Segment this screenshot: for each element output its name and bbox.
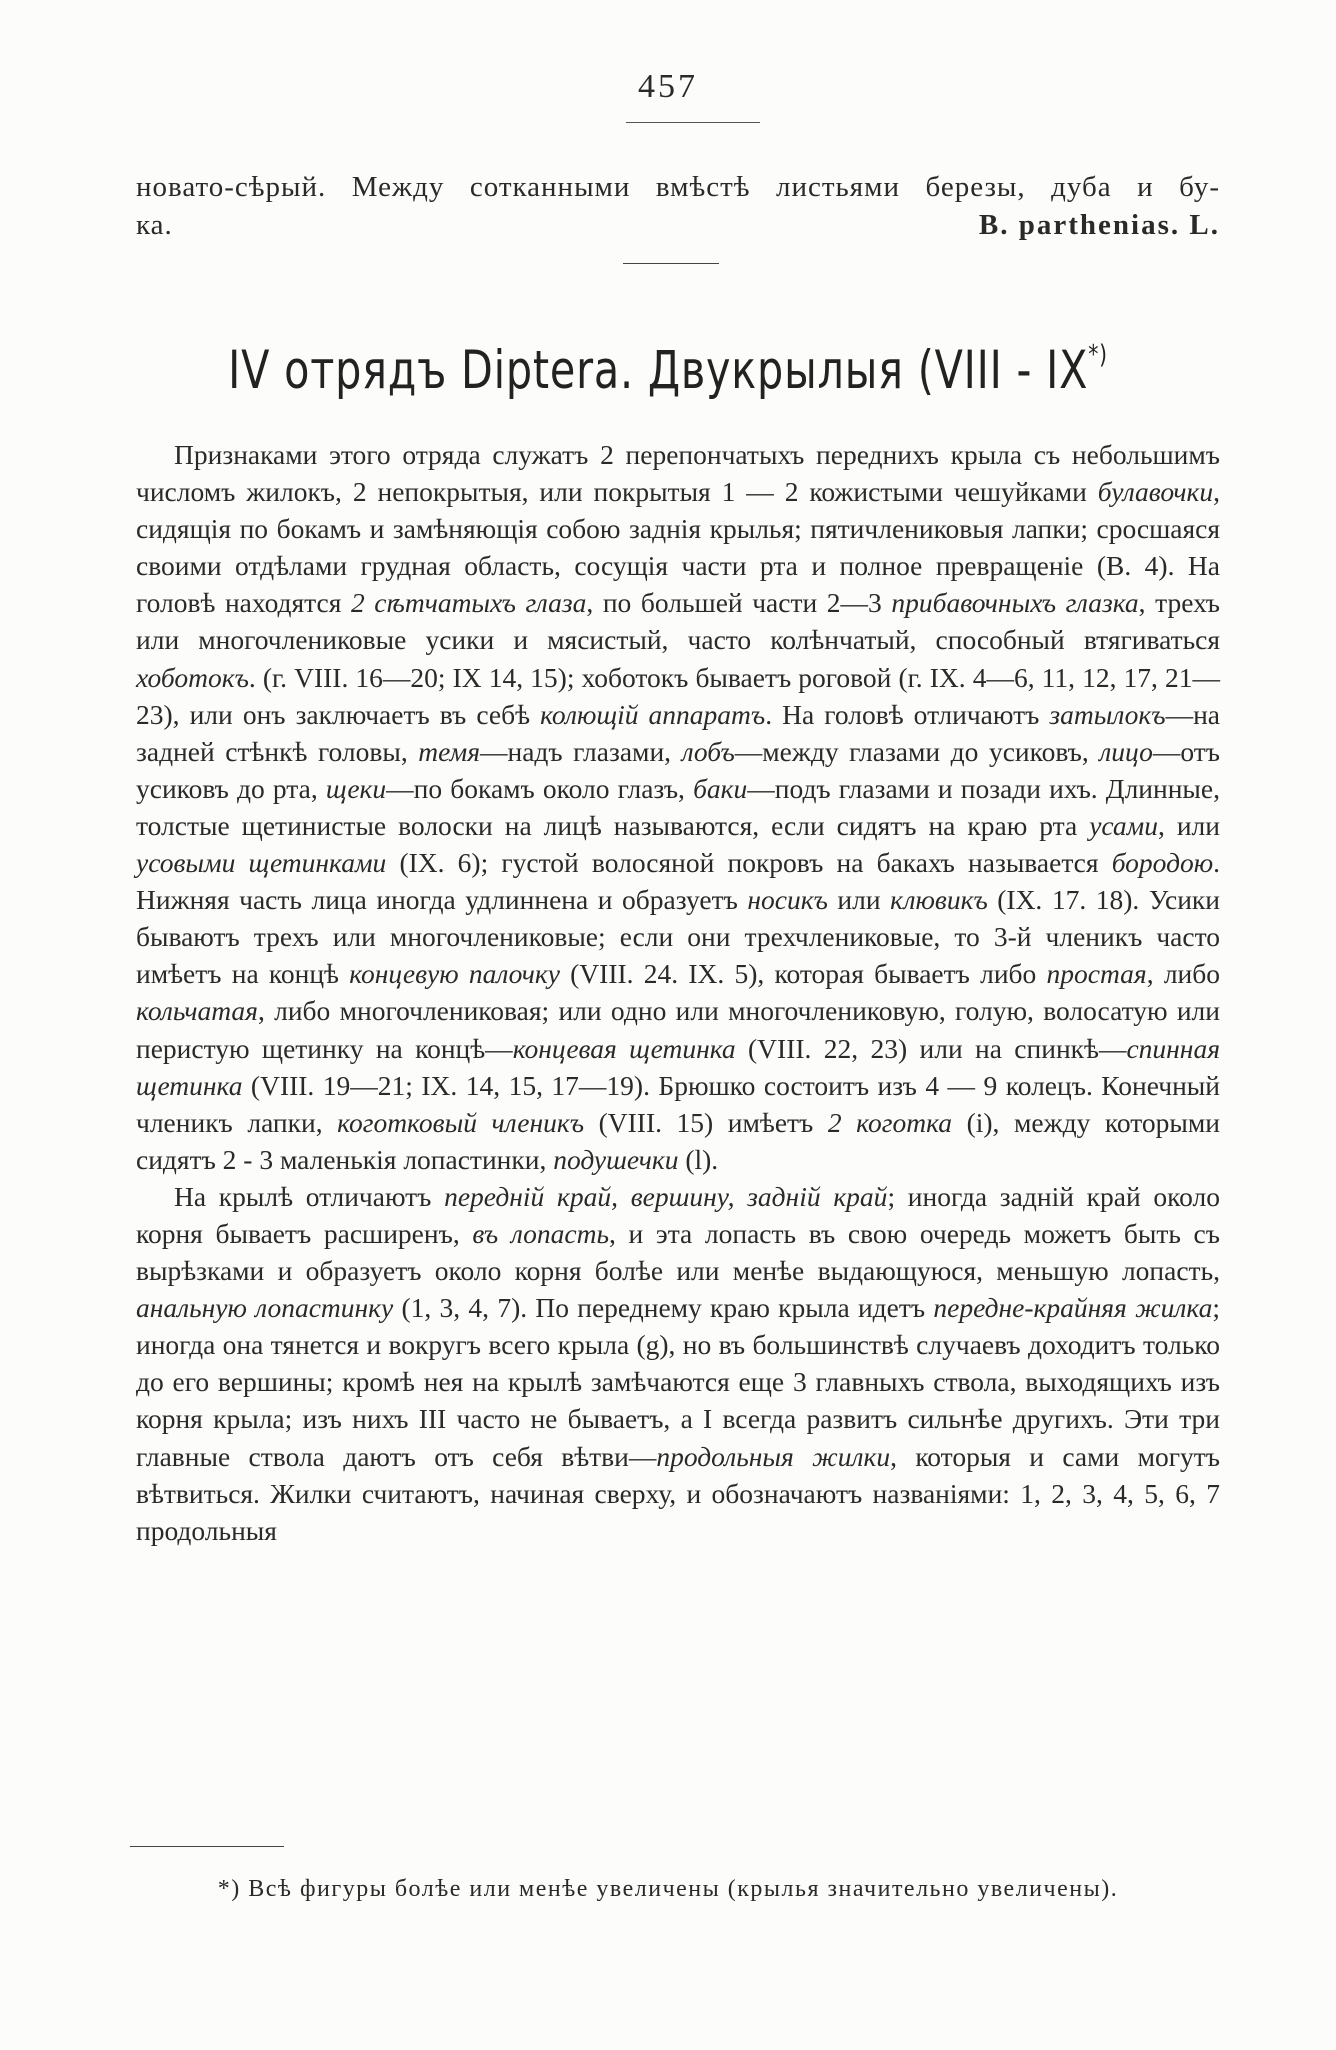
italic-term: бородою [1111,847,1214,879]
italic-term: щеки [325,772,387,804]
italic-term: въ лопасть [472,1217,609,1249]
section-heading [147,340,1189,401]
text-run: (IX. 6); густой волосяной покровъ на бакахъ называется [386,847,1112,879]
text-run: , либо многочлениковая; или одно или многочлениковую, голую, волосатую или перистую щетинку на концѣ— [136,995,1220,1064]
text-run: —по бокамъ около глазъ, [386,772,694,804]
italic-term: усами [1089,809,1158,841]
text-run: (VIII. 22, 23) или на спинкѣ— [735,1032,1127,1064]
italic-term: усовыми щетинками [136,847,387,879]
italic-term: клювикъ [890,884,988,916]
heading-footnote-mark: *) [1088,340,1108,370]
continuation-line-2-start: ка. [136,209,173,241]
text-run: —надъ глазами, [480,735,682,767]
italic-term: кольчатая [136,995,258,1027]
italic-term: лицо [1099,735,1153,767]
italic-term: подушечки [553,1143,679,1175]
body-paragraph [136,1178,1220,1549]
footnote-rule [130,1846,284,1847]
italic-term: баки [693,772,748,804]
text-run: или [827,884,891,916]
continuation-line-1: новато-сѣрый. Между сотканными вмѣстѣ листьями березы, дуба и бу- [136,171,1220,203]
text-run: , либо [1146,958,1221,990]
text-run: ; иногда она тянется и вокругъ всего крыла (g), но въ большинствѣ случаевъ доходитъ только до его вершины; кромѣ нея на крылѣ замѣчаются еще 3 главныхъ ствола, выходящихъ изъ корня крыла; изъ нихъ III часто не бываетъ, а I всегда развитъ сильнѣе другихъ. Эти три главные ствола даютъ отъ себя вѣтви— [136,1292,1220,1472]
italic-term: продольныя жилки [656,1440,891,1472]
text-run: , по большей части 2—3 [586,587,892,619]
text-run: (i), между которыми сидятъ 2 - 3 маленькія лопастинки, [136,1106,1220,1175]
text-run: (l). [678,1143,719,1175]
italic-term: затылокъ [1049,698,1166,730]
italic-term: передне-крайняя жилка [933,1292,1213,1324]
italic-term: концевая щетинка [512,1032,736,1064]
italic-term: передній край, вершину, задній край [444,1180,888,1212]
italic-term: лобъ [681,735,735,767]
text-run: , сидящія по бокамъ и замѣняющія собою заднія крылья; пятичлениковыя лапки; сросшаяся своими отдѣлами грудная область, сосущія части рта и полное превращеніе (В. 4). На головѣ находятся [136,476,1220,619]
text-run: ; иногда задній край около корня бываетъ расширенъ, [136,1180,1220,1249]
continuation-line-2 [136,206,1220,244]
text-run: , и эта лопасть въ свою очередь можетъ быть съ вырѣзками и образуетъ около корня болѣе или менѣе выдающуюся, меньшую лопасть, [136,1217,1220,1287]
text-run: , трехъ или многочлениковые усики и мясистый, часто колѣнчатый, способный втягиваться [136,587,1220,656]
italic-term: простая [1046,958,1147,990]
text-run: —подъ глазами и позади ихъ. Длинные, толстые щетинистые волоски на лицѣ называются, если сидятъ на краю рта [136,772,1220,841]
species-name: B. parthenias. L. [978,209,1220,241]
text-run: . На головѣ отличаютъ [765,698,1050,730]
text-run: , или [1157,809,1220,841]
italic-term: колющій аппаратъ [540,698,766,730]
text-run: —на задней стѣнкѣ головы, [136,698,1220,767]
text-run: , которыя и сами могутъ вѣтвиться. Жилки считаютъ, начиная сверху, и обозначаютъ названіями: 1, 2, 3, 4, 5, 6, 7 продольныя [136,1440,1221,1546]
text-run: (VIII. 15) имѣетъ [584,1106,828,1138]
italic-term: спинная щетинка [136,1032,1220,1101]
italic-term: 2 коготка [827,1106,952,1138]
text-run: (IX. 17. 18). Усики бываютъ трехъ или многочлениковые; если они трехчлениковые, то 3-й членикъ часто имѣетъ на концѣ [136,884,1220,990]
italic-term: 2 сѣтчатыхъ глаза [350,587,587,619]
text-run: (1, 3, 4, 7). По переднему краю крыла идетъ [393,1292,934,1324]
italic-term: концевую палочку [349,958,560,990]
text-run: . Нижняя часть лица иногда удлиннена и образуетъ [136,847,1220,916]
italic-term: анальную лопастинку [136,1292,394,1324]
text-run: —отъ усиковъ до рта, [136,735,1220,804]
italic-term: прибавочныхъ глазка [891,587,1139,619]
italic-term: носикъ [747,884,828,916]
text-run: На крылѣ отличаютъ [174,1180,445,1212]
body-paragraph [136,436,1220,1178]
body-text [136,436,1220,1549]
text-run: Признаками этого отряда служатъ 2 перепончатыхъ переднихъ крыла съ небольшимъ числомъ жилокъ, 2 непокрытыя, или покрытыя 1 — 2 кожистыми чешуйками [136,439,1220,508]
footnote: *) Всѣ фигуры болѣе или менѣе увеличены (крылья значительно увеличены). [217,1876,1119,1902]
text-run: —между глазами до усиковъ, [734,735,1100,767]
text-run: (VIII. 24. IX. 5), которая бываетъ либо [559,958,1047,990]
italic-term: темя [418,735,480,767]
section-divider [623,263,719,264]
text-run: . (г. VIII. 16—20; IX 14, 15); хоботокъ бываетъ роговой (г. IX. 4—6, 11, 12, 17, 21—23), или онъ заключаетъ въ себѣ [136,661,1220,730]
page-number: 457 [638,68,698,105]
header-rule [626,122,760,123]
italic-term: булавочки [1097,476,1214,508]
section-heading-text: IV отрядъ Diptera. Двукрылыя (VIII - IX [228,340,1089,401]
italic-term: коготковый членикъ [337,1106,585,1138]
continuation-text [136,168,1220,244]
text-run: (VIII. 19—21; IX. 14, 15, 17—19). Брюшко состоитъ изъ 4 — 9 колецъ. Конечный членикъ лапки, [136,1069,1220,1138]
italic-term: хоботокъ [136,661,249,693]
